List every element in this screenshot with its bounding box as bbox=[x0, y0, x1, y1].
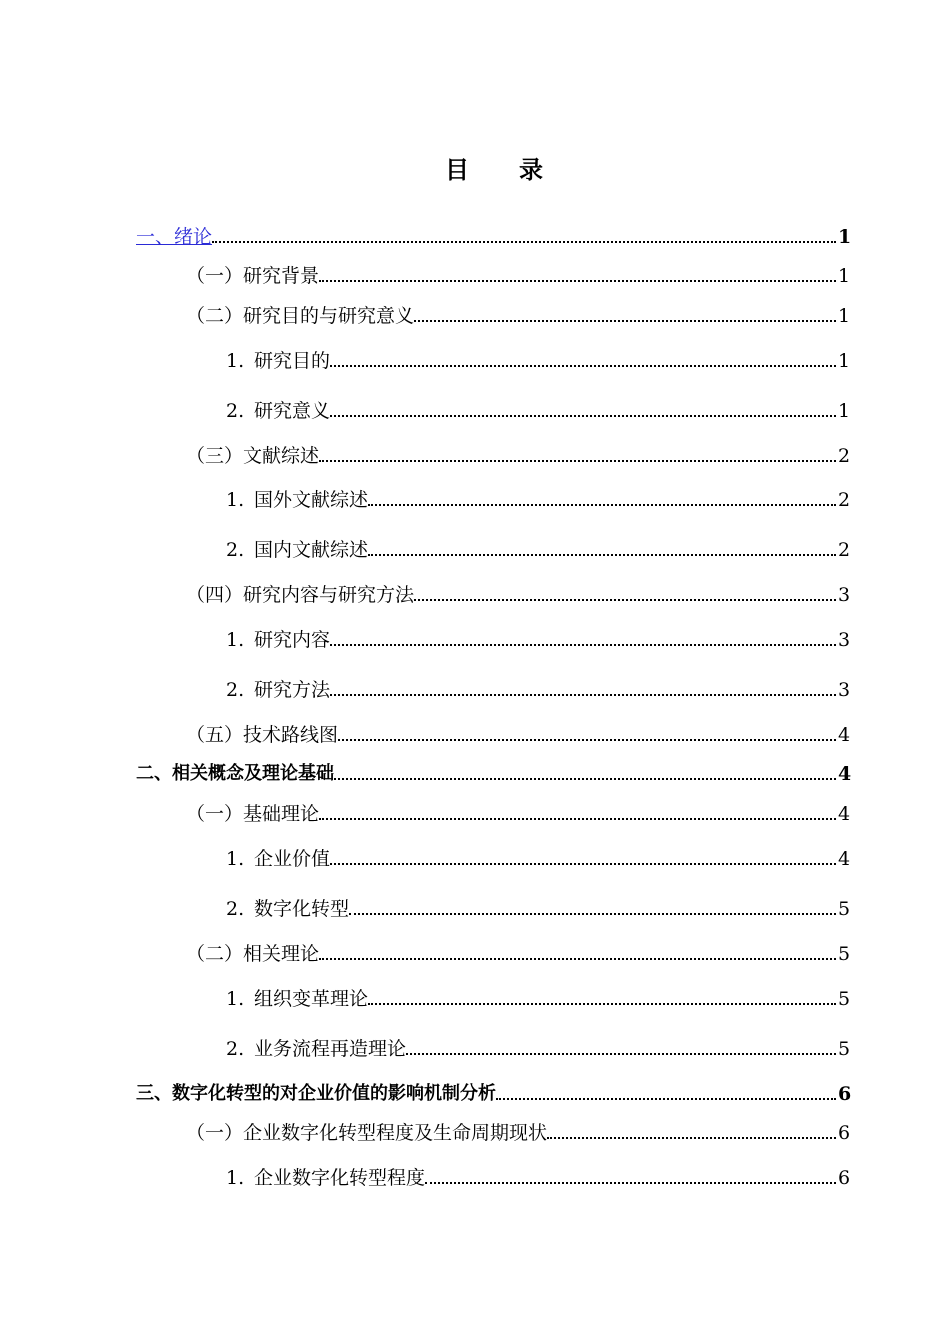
item-text: 数字化转型 bbox=[254, 898, 350, 920]
toc-entry-label bbox=[226, 848, 330, 870]
toc-entry-label bbox=[226, 489, 368, 511]
dot-leader bbox=[406, 1053, 836, 1055]
toc-entry-subsection[interactable] bbox=[226, 980, 850, 1010]
toc-entry-section[interactable] bbox=[186, 576, 850, 606]
item-number: 1. bbox=[226, 489, 245, 511]
page-number: 6 bbox=[838, 1167, 851, 1189]
toc-entry-label bbox=[226, 539, 368, 561]
dot-leader bbox=[330, 415, 836, 417]
item-text: 业务流程再造理论 bbox=[254, 1038, 407, 1060]
dot-leader bbox=[425, 1182, 836, 1184]
toc-entry-subsection[interactable] bbox=[226, 392, 850, 422]
dot-leader bbox=[319, 280, 836, 282]
page-number: 2 bbox=[838, 489, 851, 511]
toc-title-right: 录 bbox=[519, 156, 545, 184]
page-number: 4 bbox=[838, 848, 851, 870]
page-number: 1 bbox=[838, 305, 851, 327]
page-number: 2 bbox=[838, 539, 851, 561]
item-number: 1. bbox=[226, 988, 245, 1010]
item-number: 2. bbox=[226, 400, 245, 422]
item-text: 组织变革理论 bbox=[254, 988, 369, 1010]
item-text: 企业数字化转型程度 bbox=[254, 1167, 426, 1189]
toc-entry-label bbox=[226, 679, 330, 701]
page-number: 5 bbox=[838, 898, 851, 920]
item-number: 1. bbox=[226, 1167, 245, 1189]
page-number: 4 bbox=[838, 763, 852, 785]
page-number: 1 bbox=[838, 400, 851, 422]
toc-entry-label: （一）基础理论 bbox=[186, 803, 320, 825]
toc-entry-label: （二）研究目的与研究意义 bbox=[186, 305, 415, 327]
item-number: 1. bbox=[226, 350, 245, 372]
dot-leader bbox=[547, 1137, 836, 1139]
toc-entry-label bbox=[226, 898, 349, 920]
page-number: 6 bbox=[838, 1122, 851, 1144]
item-text: 企业价值 bbox=[254, 848, 331, 870]
dot-leader bbox=[368, 504, 836, 506]
item-text: 研究方法 bbox=[254, 679, 331, 701]
dot-leader bbox=[496, 1098, 836, 1100]
toc-entry-section[interactable] bbox=[186, 716, 850, 746]
toc-entry-chapter-1[interactable] bbox=[136, 218, 850, 248]
page-number: 3 bbox=[838, 629, 851, 651]
toc-entry-label: 二、相关概念及理论基础 bbox=[136, 763, 334, 784]
page-number: 2 bbox=[838, 445, 851, 467]
toc-entry-label bbox=[226, 400, 330, 422]
toc-entry-subsection[interactable] bbox=[226, 621, 850, 651]
dot-leader bbox=[330, 863, 836, 865]
dot-leader bbox=[334, 778, 836, 780]
toc-title bbox=[0, 150, 950, 185]
toc-entry-label: 三、数字化转型的对企业价值的影响机制分析 bbox=[136, 1083, 496, 1104]
toc-entry-subsection[interactable] bbox=[226, 1030, 850, 1060]
toc-entry-label bbox=[226, 629, 330, 651]
toc-entry-label bbox=[226, 1167, 425, 1189]
dot-leader bbox=[414, 320, 836, 322]
toc-entry-subsection[interactable] bbox=[226, 1159, 850, 1189]
toc-entry-subsection[interactable] bbox=[226, 671, 850, 701]
toc-entry-label: （四）研究内容与研究方法 bbox=[186, 584, 415, 606]
toc-entry-chapter-2[interactable] bbox=[136, 755, 850, 785]
toc-entry-section[interactable] bbox=[186, 257, 850, 287]
toc-entry-label bbox=[226, 988, 368, 1010]
toc-entry-label bbox=[226, 350, 330, 372]
item-number: 1. bbox=[226, 848, 245, 870]
page-number: 5 bbox=[838, 988, 851, 1010]
item-text: 研究内容 bbox=[254, 629, 331, 651]
item-number: 2. bbox=[226, 539, 245, 561]
toc-entry-subsection[interactable] bbox=[226, 481, 850, 511]
toc-entry-label: （二）相关理论 bbox=[186, 943, 320, 965]
page-number: 1 bbox=[838, 226, 852, 248]
dot-leader bbox=[414, 599, 836, 601]
dot-leader bbox=[212, 241, 836, 243]
page-number: 3 bbox=[838, 584, 851, 606]
toc-entry-section[interactable] bbox=[186, 795, 850, 825]
toc-entry-subsection[interactable] bbox=[226, 890, 850, 920]
toc-entry-label: （一）企业数字化转型程度及生命周期现状 bbox=[186, 1122, 548, 1144]
toc-entry-section[interactable] bbox=[186, 297, 850, 327]
item-number: 1. bbox=[226, 629, 245, 651]
page-number: 4 bbox=[838, 803, 851, 825]
toc-entry-subsection[interactable] bbox=[226, 531, 850, 561]
toc-entry-label: （五）技术路线图 bbox=[186, 724, 339, 746]
toc-entry-section[interactable] bbox=[186, 437, 850, 467]
dot-leader bbox=[368, 1003, 836, 1005]
toc-entry-label: （三）文献综述 bbox=[186, 445, 320, 467]
page-number: 4 bbox=[838, 724, 851, 746]
item-number: 2. bbox=[226, 679, 245, 701]
toc-entry-section[interactable] bbox=[186, 1114, 850, 1144]
dot-leader bbox=[319, 460, 836, 462]
page-number: 6 bbox=[838, 1083, 852, 1105]
item-text: 研究意义 bbox=[254, 400, 331, 422]
dot-leader bbox=[330, 644, 836, 646]
dot-leader bbox=[368, 554, 836, 556]
dot-leader bbox=[349, 913, 836, 915]
item-text: 国内文献综述 bbox=[254, 539, 369, 561]
item-text: 研究目的 bbox=[254, 350, 331, 372]
dot-leader bbox=[319, 818, 836, 820]
toc-entry-subsection[interactable] bbox=[226, 342, 850, 372]
toc-entry-section[interactable] bbox=[186, 935, 850, 965]
page-number: 5 bbox=[838, 1038, 851, 1060]
page-number: 1 bbox=[838, 350, 851, 372]
toc-entry-subsection[interactable] bbox=[226, 840, 850, 870]
toc-entry-label: （一）研究背景 bbox=[186, 265, 320, 287]
item-number: 2. bbox=[226, 898, 245, 920]
toc-title-left: 目 bbox=[445, 156, 471, 184]
item-number: 2. bbox=[226, 1038, 245, 1060]
toc-link-chapter-1[interactable]: 一、绪论 bbox=[136, 226, 213, 248]
toc-entry-label bbox=[226, 1038, 406, 1060]
page-number: 1 bbox=[838, 265, 851, 287]
page-number: 5 bbox=[838, 943, 851, 965]
page-number: 3 bbox=[838, 679, 851, 701]
item-text: 国外文献综述 bbox=[254, 489, 369, 511]
toc-entry-chapter-3[interactable] bbox=[136, 1075, 850, 1105]
dot-leader bbox=[319, 958, 836, 960]
dot-leader bbox=[330, 694, 836, 696]
dot-leader bbox=[330, 365, 836, 367]
dot-leader bbox=[338, 739, 836, 741]
